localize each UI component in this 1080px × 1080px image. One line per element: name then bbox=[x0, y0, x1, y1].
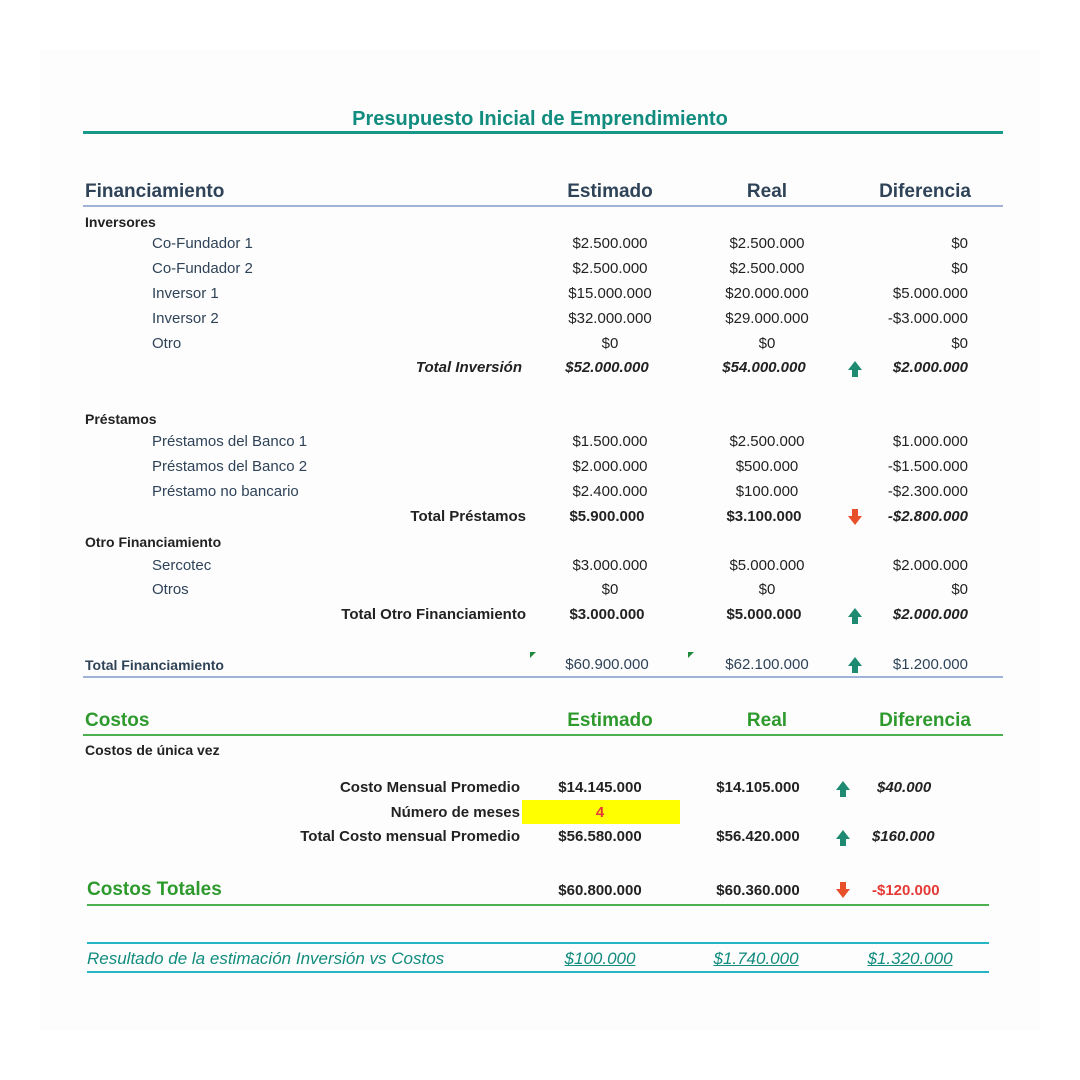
cell-diferencia: $160.000 bbox=[872, 828, 935, 845]
cell-estimado: $32.000.000 bbox=[568, 310, 652, 327]
cell-estimado: $15.000.000 bbox=[568, 285, 652, 302]
resultado-diferencia: $1.320.000 bbox=[867, 949, 953, 968]
row-label: Total Costo mensual Promedio bbox=[300, 828, 520, 845]
costos-heading: Costos bbox=[85, 710, 150, 731]
cell-diferencia: $1.000.000 bbox=[892, 433, 968, 450]
row-label: Número de meses bbox=[390, 804, 520, 821]
cell-diferencia: $0 bbox=[951, 235, 968, 252]
resultado-label: Resultado de la estimación Inversión vs Costos bbox=[87, 949, 445, 968]
cell-diferencia: $40.000 bbox=[877, 779, 932, 796]
total-financiamiento-diferencia: $1.200.000 bbox=[892, 656, 968, 673]
resultado-bottom-rule bbox=[87, 971, 989, 973]
cell-estimado: $2.000.000 bbox=[572, 458, 648, 475]
cell-estimado: $56.580.000 bbox=[558, 828, 642, 845]
cell-estimado: $1.500.000 bbox=[572, 433, 648, 450]
row-label: Costo Mensual Promedio bbox=[339, 779, 520, 796]
row-label: Préstamo no bancario bbox=[152, 483, 299, 500]
financiamiento-total-rule bbox=[83, 676, 1003, 678]
cell-estimado: $0 bbox=[601, 581, 619, 598]
financiamiento-rule bbox=[83, 205, 1003, 207]
down-arrow-stem bbox=[840, 882, 846, 889]
cell-estimado: $0 bbox=[601, 335, 619, 352]
cell-estimado: $2.500.000 bbox=[572, 260, 648, 277]
cell-estimado: $2.400.000 bbox=[572, 483, 648, 500]
total-financiamiento-label: Total Financiamiento bbox=[85, 657, 224, 673]
total-label: Total Inversión bbox=[415, 359, 522, 376]
cell-real: $2.500.000 bbox=[729, 235, 805, 252]
costos-rule bbox=[83, 734, 1003, 736]
header-diferencia: Diferencia bbox=[879, 181, 971, 202]
meses-value: 4 bbox=[595, 804, 605, 821]
row-label: Inversor 2 bbox=[152, 310, 219, 327]
total-financiamiento-real: $62.100.000 bbox=[725, 656, 809, 673]
costos-totales-rule bbox=[87, 904, 989, 906]
row-label: Co-Fundador 2 bbox=[152, 260, 253, 277]
costos-totales-label: Costos Totales bbox=[87, 879, 222, 900]
cell-real: $5.000.000 bbox=[729, 557, 805, 574]
cell-real: $500.000 bbox=[735, 458, 799, 475]
resultado-top-rule bbox=[87, 942, 989, 944]
total-estimado: $3.000.000 bbox=[569, 606, 645, 623]
cell-diferencia: -$1.500.000 bbox=[887, 458, 968, 475]
cell-estimado: $14.145.000 bbox=[558, 779, 642, 796]
cell-diferencia: -$3.000.000 bbox=[887, 310, 968, 327]
cell-real: $2.500.000 bbox=[729, 433, 805, 450]
cell-diferencia: -$2.300.000 bbox=[887, 483, 968, 500]
cell-real: $2.500.000 bbox=[729, 260, 805, 277]
total-label: Total Préstamos bbox=[410, 508, 526, 525]
cell-diferencia: $0 bbox=[951, 581, 968, 598]
cell-estimado: $3.000.000 bbox=[572, 557, 648, 574]
total-financiamiento-estimado: $60.900.000 bbox=[565, 656, 649, 673]
total-estimado: $52.000.000 bbox=[565, 359, 649, 376]
total-real: $5.000.000 bbox=[726, 606, 802, 623]
section-costos-unica-vez: Costos de única vez bbox=[85, 742, 220, 758]
up-arrow-icon bbox=[836, 781, 850, 790]
cell-note-marker bbox=[530, 652, 536, 658]
cell-diferencia: $0 bbox=[951, 335, 968, 352]
resultado-real: $1.740.000 bbox=[713, 949, 799, 968]
row-label: Inversor 1 bbox=[152, 285, 219, 302]
total-diferencia: -$2.800.000 bbox=[887, 508, 968, 525]
cell-note-marker bbox=[688, 652, 694, 658]
section-inversores: Inversores bbox=[85, 214, 156, 230]
financiamiento-heading: Financiamiento bbox=[85, 181, 225, 202]
row-label: Préstamos del Banco 2 bbox=[152, 458, 308, 475]
costos-header-diferencia: Diferencia bbox=[879, 710, 971, 731]
costos-header-estimado: Estimado bbox=[567, 710, 653, 731]
row-label: Sercotec bbox=[152, 557, 212, 574]
total-real: $54.000.000 bbox=[722, 359, 806, 376]
cell-real: $0 bbox=[758, 335, 776, 352]
section-otro-financiamiento: Otro Financiamiento bbox=[85, 534, 222, 550]
cell-diferencia: $5.000.000 bbox=[892, 285, 968, 302]
total-label: Total Otro Financiamiento bbox=[341, 606, 526, 623]
total-real: $3.100.000 bbox=[726, 508, 802, 525]
cell-real: $14.105.000 bbox=[716, 779, 800, 796]
row-label: Otro bbox=[152, 335, 182, 352]
resultado-estimado: $100.000 bbox=[564, 949, 636, 968]
cell-real: $20.000.000 bbox=[725, 285, 809, 302]
down-arrow-icon bbox=[836, 889, 850, 898]
cell-real: $0 bbox=[758, 581, 776, 598]
up-arrow-stem bbox=[840, 790, 846, 797]
section-prestamos: Préstamos bbox=[85, 411, 157, 427]
total-diferencia: $2.000.000 bbox=[892, 359, 968, 376]
cell-diferencia: $0 bbox=[951, 260, 968, 277]
row-label: Otros bbox=[152, 581, 189, 598]
total-diferencia: $2.000.000 bbox=[892, 606, 968, 623]
cell-estimado: $2.500.000 bbox=[572, 235, 648, 252]
costos-totales-real: $60.360.000 bbox=[716, 882, 800, 899]
header-estimado: Estimado bbox=[567, 181, 653, 202]
up-arrow-icon bbox=[836, 830, 850, 839]
costos-totales-estimado: $60.800.000 bbox=[558, 882, 642, 899]
costos-header-real: Real bbox=[746, 710, 788, 731]
title-underline bbox=[83, 131, 1003, 134]
costos-totales-diferencia: -$120.000 bbox=[872, 882, 940, 899]
row-label: Co-Fundador 1 bbox=[152, 235, 253, 252]
row-label: Préstamos del Banco 1 bbox=[152, 433, 308, 450]
header-real: Real bbox=[746, 181, 788, 202]
cell-diferencia: $2.000.000 bbox=[892, 557, 968, 574]
cell-real: $56.420.000 bbox=[716, 828, 800, 845]
cell-real: $29.000.000 bbox=[725, 310, 809, 327]
up-arrow-stem bbox=[840, 839, 846, 846]
cell-real: $100.000 bbox=[735, 483, 799, 500]
page-title: Presupuesto Inicial de Emprendimiento bbox=[352, 108, 728, 130]
total-estimado: $5.900.000 bbox=[569, 508, 645, 525]
